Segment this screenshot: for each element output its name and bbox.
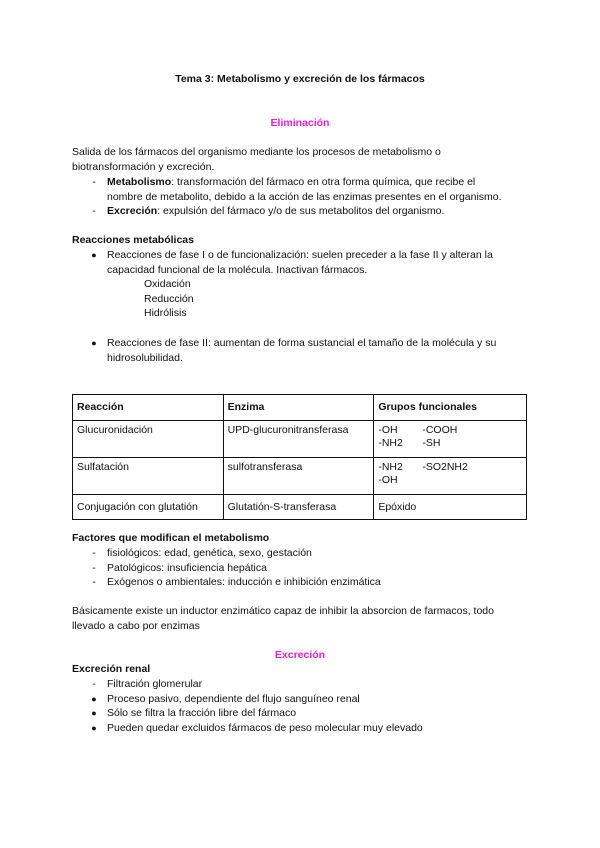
bullet-marker: ● — [91, 723, 97, 733]
page-title: Tema 3: Metabolismo y excreción de los fármacos — [175, 73, 425, 85]
reactions-table — [72, 394, 527, 520]
col-header-enzima: Enzima — [223, 395, 374, 421]
table-row — [73, 495, 527, 520]
excrecion-def — [107, 204, 444, 219]
factores-heading: Factores que modifican el metabolismo — [72, 532, 270, 544]
cell-reaction: Conjugación con glutatión — [73, 495, 224, 520]
col-header-reaccion: Reacción — [73, 395, 224, 421]
cell-groups: Epóxido — [374, 495, 527, 520]
subitem-hidrolisis: Hidrólisis — [144, 307, 187, 319]
metabolismo-text-1: : transformación del fármaco en otra forma química, que recibe el — [171, 176, 476, 188]
cell-reaction: Sulfatación — [73, 458, 224, 495]
cell-enzyme: Glutatión-S-transferasa — [223, 495, 374, 520]
group-value: -OH — [378, 474, 398, 486]
group-value: -SH — [422, 437, 441, 449]
factor-item: Patológicos: insuficiencia hepática — [107, 562, 267, 574]
fase2-line-2: hidrosolubilidad. — [107, 352, 183, 364]
section-heading-excrecion: Excreción — [274, 649, 326, 661]
fase1-line-2: capacidad funcional de la molécula. Inactivan fármacos. — [107, 264, 368, 276]
excrecion-item: Pueden quedar excluidos fármacos de peso molecular muy elevado — [107, 722, 423, 734]
excrecion-text: : expulsión del fármaco y/o de sus metabolitos del organismo. — [157, 205, 445, 217]
bullet-marker: ● — [91, 694, 97, 704]
table-row — [73, 421, 527, 458]
factor-item: Exógenos o ambientales: inducción e inhibición enzimática — [107, 576, 381, 588]
excrecion-item: Proceso pasivo, dependiente del flujo sanguíneo renal — [107, 693, 360, 705]
section-heading-eliminacion: Eliminación — [270, 117, 330, 129]
bullet-marker: ● — [91, 708, 97, 718]
dash-marker: - — [92, 176, 96, 188]
metabolismo-def — [107, 175, 475, 190]
fase1-line-1: Reacciones de fase I o de funcionalización: suelen preceder a la fase II y alteran la — [107, 249, 493, 261]
table-header-row — [73, 395, 527, 421]
metabolismo-text-2: nombre de metabolito, debido a la acción de las enzimas presentes en el organismo. — [107, 191, 502, 203]
subitem-reduccion: Reducción — [144, 293, 194, 305]
group-value: -NH2 — [378, 437, 403, 449]
table-row — [73, 458, 527, 495]
bullet-marker: ● — [91, 250, 97, 260]
cell-groups — [374, 458, 527, 495]
bullet-marker: ● — [91, 338, 97, 348]
cell-enzyme: sulfotransferasa — [223, 458, 374, 495]
intro-line-1: Salida de los fármacos del organismo mediante los procesos de metabolismo o — [72, 146, 441, 158]
reacciones-heading: Reacciones metabólicas — [72, 234, 194, 246]
cell-groups — [374, 421, 527, 458]
dash-marker: - — [92, 547, 96, 559]
metabolismo-term: Metabolismo — [107, 176, 172, 188]
intro-line-2: biotransformación y excreción. — [72, 161, 215, 173]
excrecion-item: Sólo se filtra la fracción libre del fármaco — [107, 707, 297, 719]
dash-marker: - — [92, 205, 96, 217]
cell-enzyme: UPD-glucuronitransferasa — [223, 421, 374, 458]
dash-marker: - — [92, 562, 96, 574]
subitem-oxidacion: Oxidación — [144, 278, 191, 290]
group-value: -OH — [378, 424, 398, 436]
excrecion-renal-heading: Excreción renal — [72, 663, 151, 675]
factor-item: fisiológicos: edad, genética, sexo, gestación — [107, 547, 312, 559]
group-value: -NH2 — [378, 461, 403, 473]
group-value: -SO2NH2 — [422, 461, 468, 473]
fase2-line-1: Reacciones de fase II: aumentan de forma sustancial el tamaño de la molécula y su — [107, 337, 497, 349]
excrecion-term: Excreción — [107, 205, 158, 217]
excrecion-item: Filtración glomerular — [107, 678, 203, 690]
cell-reaction: Glucuronidación — [73, 421, 224, 458]
col-header-grupos: Grupos funcionales — [374, 395, 527, 421]
group-value: -COOH — [422, 424, 458, 436]
dash-marker: - — [92, 678, 96, 690]
note-line-1: Básicamente existe un inductor enzimático capaz de inhibir la absorcion de farmacos, todo — [72, 605, 494, 617]
dash-marker: - — [92, 576, 96, 588]
note-line-2: llevado a cabo por enzimas — [72, 620, 200, 632]
